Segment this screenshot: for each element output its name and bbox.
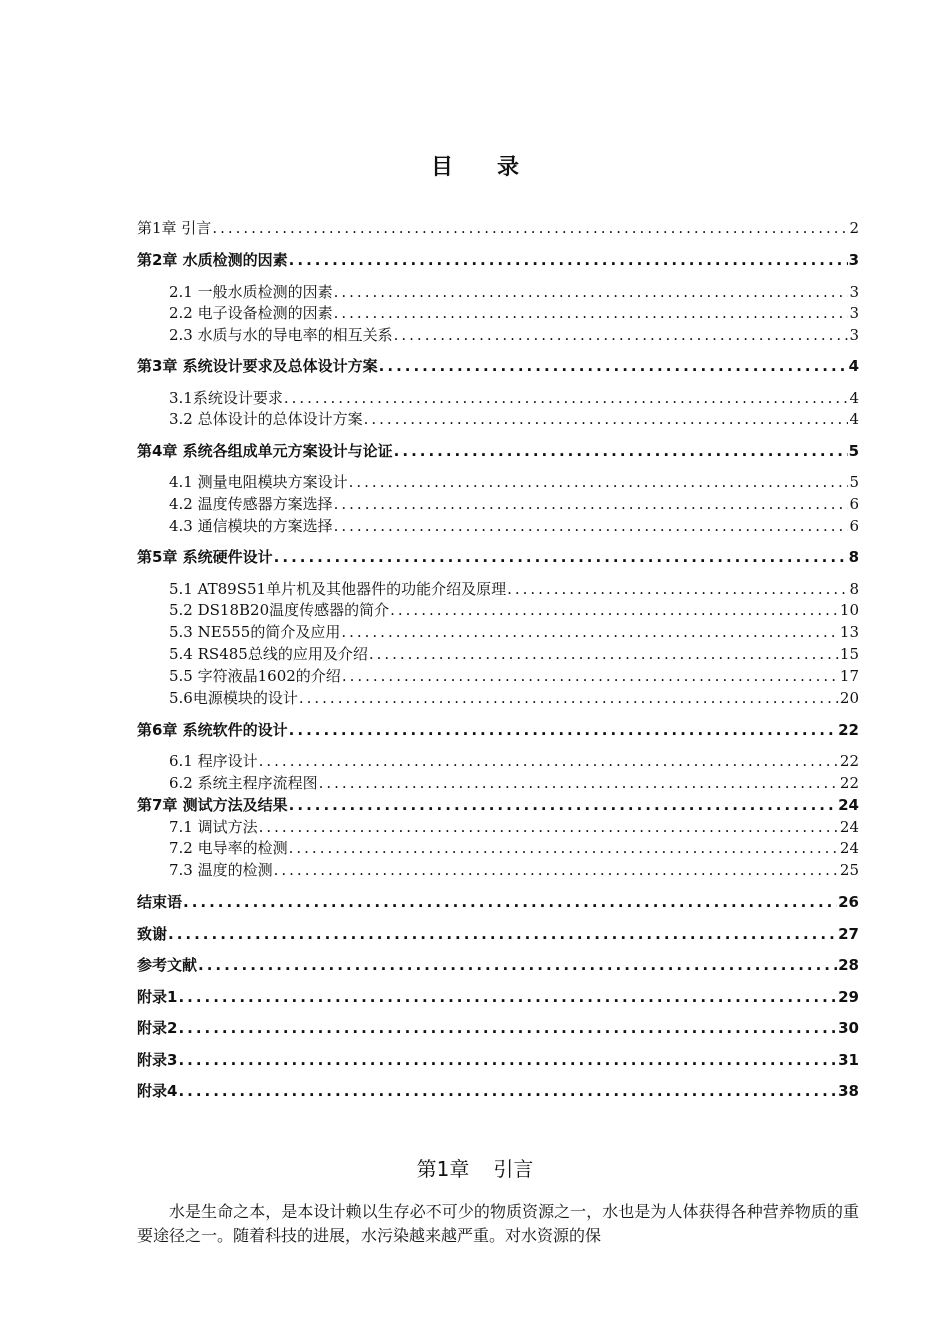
toc-entry-page: 25: [839, 861, 859, 879]
toc-leader-dots: [289, 250, 848, 270]
body-paragraph: 水是生命之本，是本设计赖以生存必不可少的物质资源之一，水也是为人体获得各种营养物质的重要途径之一。随着科技的进展，水污染越来越严重。对水资源的保: [137, 1202, 859, 1245]
toc-entry[interactable]: [169, 838, 859, 858]
toc-leader-dots: [259, 817, 839, 837]
toc-entry-label: 附录3: [137, 1051, 178, 1069]
toc-entry-label: 5.1 AT89S51单片机及其他器件的功能介绍及原理: [169, 580, 507, 598]
toc-entry-page: 8: [849, 580, 859, 598]
toc-entry-page: 28: [838, 956, 859, 974]
toc-entry-label: 第5章 系统硬件设计: [137, 548, 273, 566]
toc-entry[interactable]: [169, 325, 859, 345]
toc-entry-label: 第1章 引言: [137, 219, 212, 237]
toc-entry-page: 6: [849, 495, 859, 513]
toc-entry-label: 附录2: [137, 1019, 178, 1037]
toc-entry[interactable]: [137, 924, 859, 944]
toc-entry-label: 5.3 NE555的简介及应用: [169, 623, 341, 641]
toc-entry[interactable]: [169, 860, 859, 880]
toc-entry-page: 26: [838, 893, 859, 911]
toc-entry[interactable]: [169, 666, 859, 686]
toc-leader-dots: [334, 516, 849, 536]
toc-entry-page: 10: [839, 601, 859, 619]
toc-entry[interactable]: [169, 282, 859, 302]
toc-title-right: 录: [497, 155, 520, 180]
toc-leader-dots: [364, 409, 849, 429]
toc-entry-page: 22: [839, 774, 859, 792]
toc-entry[interactable]: [137, 1050, 859, 1070]
toc-entry-label: 2.2 电子设备检测的因素: [169, 304, 333, 322]
toc-entry[interactable]: [169, 600, 859, 620]
toc-leader-dots: [212, 218, 848, 238]
chapter-heading: [0, 1153, 950, 1182]
chapter-number: 第1章: [416, 1157, 470, 1181]
toc-entry-label: 结束语: [137, 893, 183, 911]
toc-entry-label: 附录4: [137, 1082, 178, 1100]
toc-entry[interactable]: [137, 441, 859, 461]
toc-entry-page: 15: [839, 645, 859, 663]
toc-entry[interactable]: [169, 644, 859, 664]
toc-entry-page: 8: [848, 548, 859, 566]
toc-entry-page: 3: [849, 326, 859, 344]
toc-entry-page: 20: [839, 689, 859, 707]
toc-entry[interactable]: [169, 622, 859, 642]
toc-entry[interactable]: [137, 547, 859, 567]
toc-leader-dots: [289, 795, 837, 815]
toc-entry-page: 4: [849, 410, 859, 428]
toc-leader-dots: [299, 688, 839, 708]
toc-entry[interactable]: [169, 516, 859, 536]
toc-entry[interactable]: [137, 1018, 859, 1038]
toc-entry[interactable]: [137, 218, 859, 238]
toc-entry-label: 6.1 程序设计: [169, 752, 258, 770]
toc-entry-label: 4.1 测量电阻模块方案设计: [169, 473, 348, 491]
toc-leader-dots: [178, 1018, 837, 1038]
toc-entry[interactable]: [169, 817, 859, 837]
toc-leader-dots: [394, 325, 849, 345]
toc-entry-page: 29: [838, 988, 859, 1006]
toc-entry[interactable]: [137, 892, 859, 912]
toc-entry-label: 5.2 DS18B20温度传感器的简介: [169, 601, 390, 619]
toc-entry-label: 2.1 一般水质检测的因素: [169, 283, 333, 301]
toc-leader-dots: [319, 773, 839, 793]
toc-leader-dots: [390, 600, 839, 620]
toc-entry-page: 38: [838, 1082, 859, 1100]
toc-entry[interactable]: [169, 688, 859, 708]
toc-leader-dots: [334, 282, 849, 302]
toc-entry-label: 第2章 水质检测的因素: [137, 251, 288, 269]
toc-entry[interactable]: [137, 250, 859, 270]
toc-entry[interactable]: [137, 987, 859, 1007]
toc-leader-dots: [341, 622, 839, 642]
toc-leader-dots: [178, 1050, 837, 1070]
toc-entry-page: 30: [838, 1019, 859, 1037]
toc-entry-label: 5.6电源模块的设计: [169, 689, 298, 707]
toc-entry-page: 22: [839, 752, 859, 770]
toc-entry-page: 3: [848, 251, 859, 269]
toc-entry-label: 2.3 水质与水的导电率的相互关系: [169, 326, 393, 344]
toc-leader-dots: [274, 860, 839, 880]
toc-entry[interactable]: [137, 955, 859, 975]
toc-entry-page: 5: [848, 442, 859, 460]
toc-leader-dots: [259, 751, 839, 771]
toc-entry[interactable]: [169, 579, 859, 599]
toc-entry-page: 6: [849, 517, 859, 535]
toc-entry[interactable]: [169, 751, 859, 771]
toc-entry[interactable]: [137, 1081, 859, 1101]
table-of-contents: [137, 0, 859, 1344]
toc-leader-dots: [394, 441, 848, 461]
toc-entry-label: 3.2 总体设计的总体设计方案: [169, 410, 363, 428]
toc-leader-dots: [178, 1081, 837, 1101]
toc-entry-label: 参考文献: [137, 956, 198, 974]
toc-leader-dots: [289, 720, 837, 740]
toc-leader-dots: [183, 892, 837, 912]
toc-entry-page: 31: [838, 1051, 859, 1069]
toc-leader-dots: [507, 579, 848, 599]
toc-leader-dots: [342, 666, 839, 686]
toc-entry[interactable]: [169, 773, 859, 793]
toc-entry-page: 3: [849, 304, 859, 322]
toc-entry-page: 22: [838, 721, 859, 739]
toc-title-left: 目: [430, 155, 453, 180]
toc-leader-dots: [289, 838, 839, 858]
toc-entry-page: 3: [849, 283, 859, 301]
toc-leader-dots: [334, 303, 849, 323]
toc-entry[interactable]: [169, 472, 859, 492]
toc-entry-label: 5.5 字符液晶1602的介绍: [169, 667, 341, 685]
toc-entry[interactable]: [169, 494, 859, 514]
toc-leader-dots: [274, 547, 848, 567]
toc-leader-dots: [369, 644, 839, 664]
toc-leader-dots: [349, 472, 849, 492]
toc-entry-label: 4.3 通信模块的方案选择: [169, 517, 333, 535]
toc-entry-page: 13: [839, 623, 859, 641]
chapter-title: 引言: [493, 1157, 534, 1181]
toc-entry-label: 致谢: [137, 925, 168, 943]
toc-entry[interactable]: [169, 388, 859, 408]
toc-entry-label: 第7章 测试方法及结果: [137, 796, 288, 814]
toc-entry-label: 7.3 温度的检测: [169, 861, 273, 879]
toc-entry[interactable]: [169, 303, 859, 323]
toc-entry-page: 4: [849, 389, 859, 407]
toc-leader-dots: [379, 356, 848, 376]
toc-entry-label: 7.2 电导率的检测: [169, 839, 288, 857]
toc-leader-dots: [168, 924, 837, 944]
toc-entry-page: 27: [838, 925, 859, 943]
toc-entry[interactable]: [137, 795, 859, 815]
toc-entry-label: 附录1: [137, 988, 178, 1006]
toc-entry-label: 7.1 调试方法: [169, 818, 258, 836]
toc-entry-label: 4.2 温度传感器方案选择: [169, 495, 333, 513]
toc-entry[interactable]: [169, 409, 859, 429]
toc-entry-page: 4: [848, 357, 859, 375]
toc-entry-page: 24: [839, 818, 859, 836]
toc-entry-label: 3.1系统设计要求: [169, 389, 283, 407]
toc-entry-label: 第3章 系统设计要求及总体设计方案: [137, 357, 378, 375]
toc-leader-dots: [284, 388, 849, 408]
toc-entry-label: 第4章 系统各组成单元方案设计与论证: [137, 442, 393, 460]
toc-entry-page: 24: [838, 796, 859, 814]
toc-leader-dots: [334, 494, 849, 514]
toc-entry-page: 17: [839, 667, 859, 685]
toc-entry[interactable]: [137, 720, 859, 740]
toc-entry-page: 5: [849, 473, 859, 491]
toc-entry-label: 5.4 RS485总线的应用及介绍: [169, 645, 368, 663]
toc-entry-label: 6.2 系统主程序流程图: [169, 774, 318, 792]
toc-entry-page: 24: [839, 839, 859, 857]
toc-entry[interactable]: [137, 356, 859, 376]
toc-leader-dots: [198, 955, 837, 975]
toc-entry-page: 2: [849, 219, 859, 237]
toc-leader-dots: [178, 987, 837, 1007]
toc-entry-label: 第6章 系统软件的设计: [137, 721, 288, 739]
